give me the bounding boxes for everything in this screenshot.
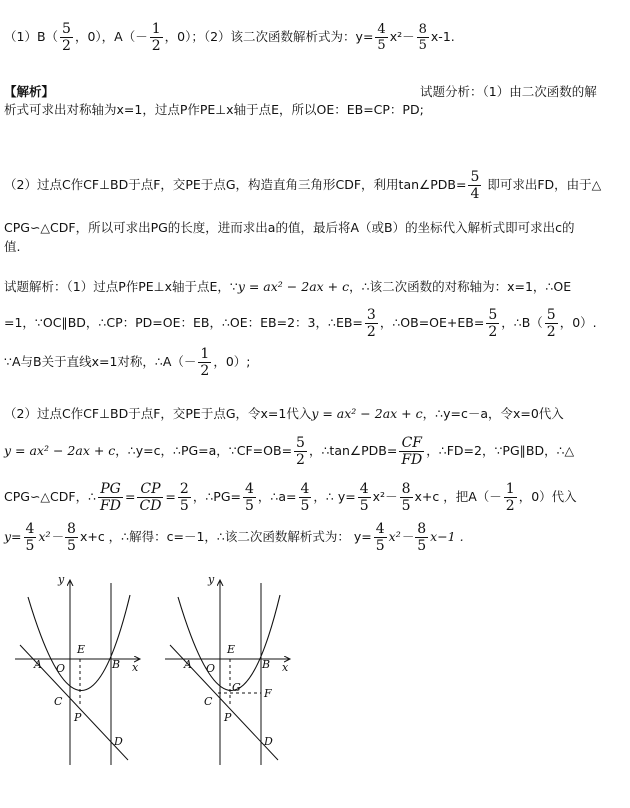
solution-line xyxy=(4,281,571,294)
answer-text: （1）B（ xyxy=(4,29,59,44)
analysis-heading: 【解析】 xyxy=(4,84,55,99)
solution-text: x+c ，把A（－ xyxy=(414,489,502,504)
answer-text: ，0）；（2）该二次函数解析式为：y= xyxy=(164,29,374,44)
solution-text: CPG∽△CDF，∴ xyxy=(4,489,97,504)
fraction: $\frac{CF}{FD}$ xyxy=(401,435,423,468)
solution-text: x²－ xyxy=(388,529,414,544)
label-o: O xyxy=(56,662,66,675)
fraction: $\frac{8}{5}$ xyxy=(67,521,76,554)
left-figure xyxy=(15,575,140,765)
fraction: $\frac{4}{5}$ xyxy=(300,481,310,514)
solution-line xyxy=(4,408,564,421)
answer-line xyxy=(4,22,455,53)
answer-text: x²－ xyxy=(389,29,415,44)
fraction: $\frac{1}{2}$ xyxy=(200,346,210,379)
solution-text: x−1 . xyxy=(430,529,464,544)
label-d: D xyxy=(114,735,123,748)
solution-text: ，∴OB=OE+EB= xyxy=(379,315,485,330)
label-x: x xyxy=(132,661,139,674)
fraction: $\frac{4}{5}$ xyxy=(377,22,386,53)
analysis-line: 析式可求出对称轴为x=1，过点P作PE⊥x轴于点E，所以OE：EB=CP：PD; xyxy=(4,102,424,117)
analysis-intro: 试题分析：（1）由二次函数的解 xyxy=(420,84,597,99)
equation: y = ax² − 2ax + c xyxy=(4,443,116,458)
fraction: $\frac{5}{2}$ xyxy=(62,21,71,54)
label-x: x xyxy=(282,661,289,674)
label-b: B xyxy=(262,658,271,671)
fraction: $\frac{4}{5}$ xyxy=(375,521,385,554)
fraction: $\frac{1}{2}$ xyxy=(151,21,161,54)
fraction: $\frac{2}{5}$ xyxy=(179,481,189,514)
solution-text: ，∴tan∠PDB= xyxy=(308,443,398,458)
label-c: C xyxy=(204,695,213,708)
fraction: $\frac{PG}{FD}$ xyxy=(100,481,121,514)
analysis-part2 xyxy=(4,170,601,201)
fraction: $\frac{4}{5}$ xyxy=(359,481,369,514)
fraction: $\frac{5}{4}$ xyxy=(470,169,480,202)
solution-text: = xyxy=(125,489,136,504)
solution-text: x²－ xyxy=(38,529,64,544)
solution-text: 试题解析：（1）过点P作PE⊥x轴于点E，∵ xyxy=(4,279,238,294)
fraction: $\frac{8}{5}$ xyxy=(417,521,427,554)
fraction: $\frac{4}{5}$ xyxy=(25,521,35,554)
solution-line xyxy=(4,308,597,339)
solution-line xyxy=(4,522,464,553)
fraction: $\frac{5}{2}$ xyxy=(546,307,556,340)
label-a: A xyxy=(34,658,42,671)
label-e: E xyxy=(77,643,86,656)
fraction: $\frac{8}{5}$ xyxy=(418,22,427,53)
parabola-figures xyxy=(0,575,630,805)
analysis-line: CPG∽△CDF，所以可求出PG的长度，进而求出a的值，最后将A（或B）的坐标代入解析式即可求出c的 xyxy=(4,220,575,235)
fraction: $\frac{1}{2}$ xyxy=(505,481,515,514)
solution-text: ，∴B（ xyxy=(501,315,543,330)
label-c: C xyxy=(54,695,63,708)
solution-text: ，∴a= xyxy=(257,489,297,504)
label-p: P xyxy=(224,711,232,724)
fraction: $\frac{CP}{CD}$ xyxy=(139,481,162,514)
label-a: A xyxy=(184,658,192,671)
right-figure xyxy=(165,575,290,765)
fraction: $\frac{5}{2}$ xyxy=(488,307,498,340)
solution-line xyxy=(4,436,574,467)
solution-line xyxy=(4,347,251,378)
solution-text: x+c ，∴解得：c=－1，∴该二次函数解析式为： y= xyxy=(79,529,372,544)
solution-line xyxy=(4,482,577,513)
answer-text: ，0），A（－ xyxy=(74,29,148,44)
solution-text: （2）过点C作CF⊥BD于点F，交PE于点G，令x=1代入 xyxy=(4,406,312,421)
label-f: F xyxy=(264,687,272,700)
fraction: $\frac{3}{2}$ xyxy=(366,307,376,340)
analysis-line: 值. xyxy=(4,239,21,254)
fraction: $\frac{5}{2}$ xyxy=(296,435,305,468)
label-o: O xyxy=(206,662,216,675)
solution-text: ，∴y=c，∴PG=a，∵CF=OB= xyxy=(115,443,293,458)
label-p: P xyxy=(74,711,82,724)
solution-text: ，0）. xyxy=(559,315,597,330)
equation: y = ax² − 2ax + c xyxy=(311,406,423,421)
solution-text: ，∴该二次函数的对称轴为：x=1，∴OE xyxy=(349,279,572,294)
solution-text: ，∴y=c－a，令x=0代入 xyxy=(422,406,564,421)
analysis-text: 即可求出FD，由于△ xyxy=(483,177,602,192)
solution-text: ，∴ y= xyxy=(313,489,356,504)
solution-text: = xyxy=(165,489,176,504)
label-b: B xyxy=(112,658,121,671)
solution-text: ∵A与B关于直线x=1对称，∴A（－ xyxy=(4,354,197,369)
label-y: y xyxy=(58,575,65,586)
label-y: y xyxy=(208,575,215,586)
solution-text: y= xyxy=(4,529,22,544)
answer-text: x-1. xyxy=(430,29,455,44)
fraction: $\frac{4}{5}$ xyxy=(244,481,254,514)
solution-text: ，∴FD=2，∵PG∥BD，∴△ xyxy=(426,443,575,458)
fraction: $\frac{8}{5}$ xyxy=(401,481,411,514)
solution-text: ，∴PG= xyxy=(192,489,241,504)
solution-text: ，0）代入 xyxy=(518,489,577,504)
label-g: G xyxy=(232,681,241,694)
label-e: E xyxy=(227,643,236,656)
equation: y = ax² − 2ax + c xyxy=(237,279,350,294)
label-d: D xyxy=(264,735,273,748)
solution-text: =1，∵OC∥BD，∴CP：PD=OE：EB，∴OE：EB=2：3，∴EB= xyxy=(4,315,363,330)
solution-text: x²－ xyxy=(372,489,398,504)
analysis-text: （2）过点C作CF⊥BD于点F，交PE于点G，构造直角三角形CDF，利用tan∠PDB= xyxy=(4,177,467,192)
solution-text: ，0）; xyxy=(213,354,251,369)
